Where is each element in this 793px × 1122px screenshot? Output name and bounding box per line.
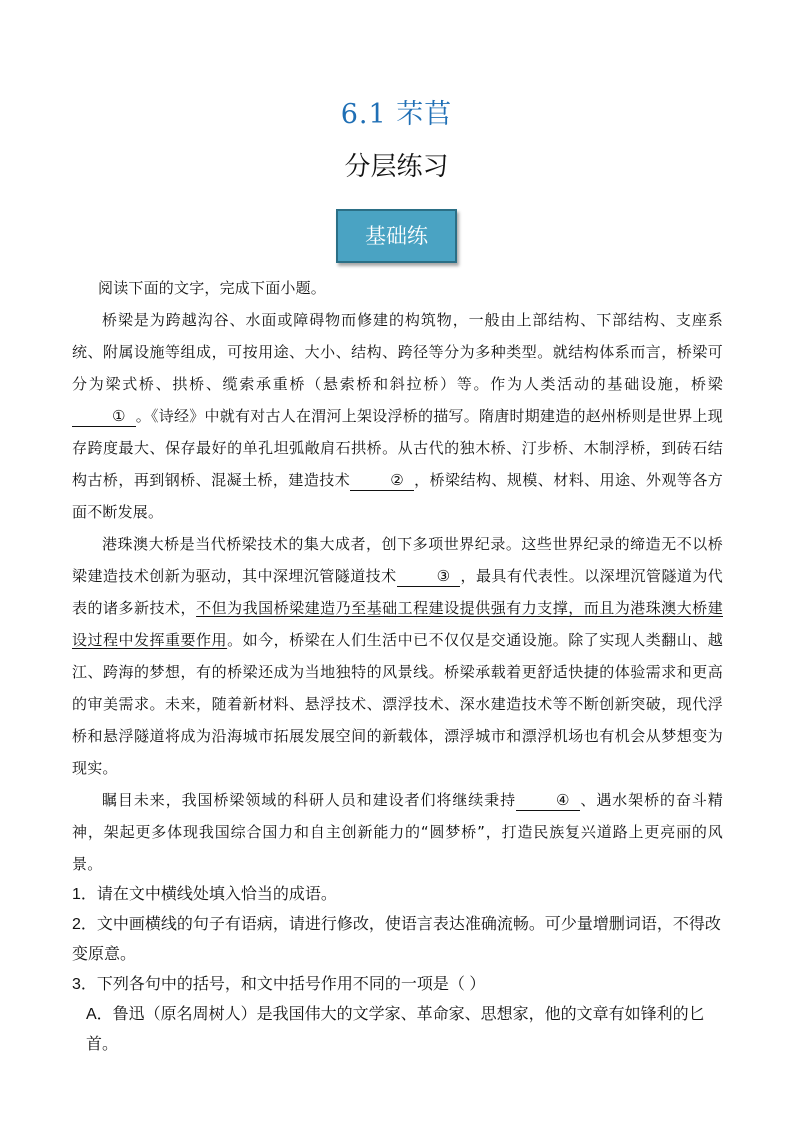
passage-text: 、遇水架桥的奋斗精神，架起更多体现我国综合国力和自主创新能力的“圆梦桥”，打造民族复兴道路上更亮丽的风景。	[72, 791, 724, 873]
passage-paragraph-1	[72, 304, 723, 528]
passage-text: 桥梁是为跨越沟谷、水面或障碍物而修建的构筑物，一般由上部结构、下部结构、支座系统、附属设施等组成，可按用途、大小、结构、跨径等分为多种类型。就结构体系而言，桥梁可分为梁式桥、拱桥、缆索承重桥（悬索桥和斜拉桥）等。作为人类活动的基础设施，桥梁	[72, 311, 723, 393]
passage-text: 。如今，桥梁在人们生活中已不仅仅是交通设施。除了实现人类翻山、越江、跨海的梦想，有的桥梁还成为当地独特的风景线。桥梁承载着更舒适快捷的体验需求和更高的审美需求。未来，随着新材料、悬浮技术、漂浮技术、深水建造技术等不断创新突破，现代浮桥和悬浮隧道将成为沿海城市拓展发展空间的新载体，漂浮城市和漂浮机场也有机会从梦想变为现实。	[72, 631, 723, 777]
fill-blank-2: ②	[350, 470, 414, 491]
question-2: 2．文中画横线的句子有语病，请进行修改，使语言表达准确流畅。可少量增删词语，不得改变原意。	[72, 916, 721, 963]
question-1: 1．请在文中横线处填入恰当的成语。	[72, 886, 337, 903]
reading-instruction: 阅读下面的文字，完成下面小题。	[98, 279, 327, 297]
passage-paragraph-2	[72, 528, 723, 784]
passage-paragraph-3	[72, 784, 723, 880]
passage-text: 瞩目未来，我国桥梁领域的科研人员和建设者们将继续秉持	[102, 791, 517, 809]
fill-blank-3: ③	[397, 566, 461, 587]
question-3: 3．下列各句中的括号，和文中括号作用不同的一项是（ ）	[72, 976, 486, 993]
passage-text: 港珠澳大桥是当代桥梁技术的集大成者，创下多项世界纪录。这些世界纪录的缔造无不以桥梁建造技术创新为驱动，其中深埋沉管隧道技术	[72, 535, 723, 585]
underlined-sentence: 不但为我国桥梁建造乃至基础工程建设提供强有力支撑，而且为港珠澳大桥建设过程中发挥重要作用	[72, 599, 723, 649]
passage-text: ，最具有代表性。以深埋沉管隧道为代表的诸多新技术，	[72, 567, 724, 617]
question-3-option-a: A．鲁迅（原名周树人）是我国伟大的文学家、革命家、思想家，他的文章有如锋利的匕首。	[86, 1006, 705, 1053]
section-badge: 基础练	[336, 209, 457, 263]
page-title: 6.1 芣苢	[340, 99, 453, 130]
fill-blank-1: ①	[72, 406, 136, 427]
content-body	[72, 272, 723, 1060]
passage-text: 。《诗经》中就有对古人在渭河上架设浮桥的描写。隋唐时期建造的赵州桥则是世界上现存跨度最大、保存最好的单孔坦弧敞肩石拱桥。从古代的独木桥、汀步桥、木制浮桥，到砖石结构古桥，再到钢桥、混凝土桥，建造技术	[72, 407, 723, 489]
passage-text: ，桥梁结构、规模、材料、用途、外观等各方面不断发展。	[72, 471, 723, 521]
fill-blank-4: ④	[516, 790, 580, 811]
page-subtitle: 分层练习	[344, 152, 449, 182]
